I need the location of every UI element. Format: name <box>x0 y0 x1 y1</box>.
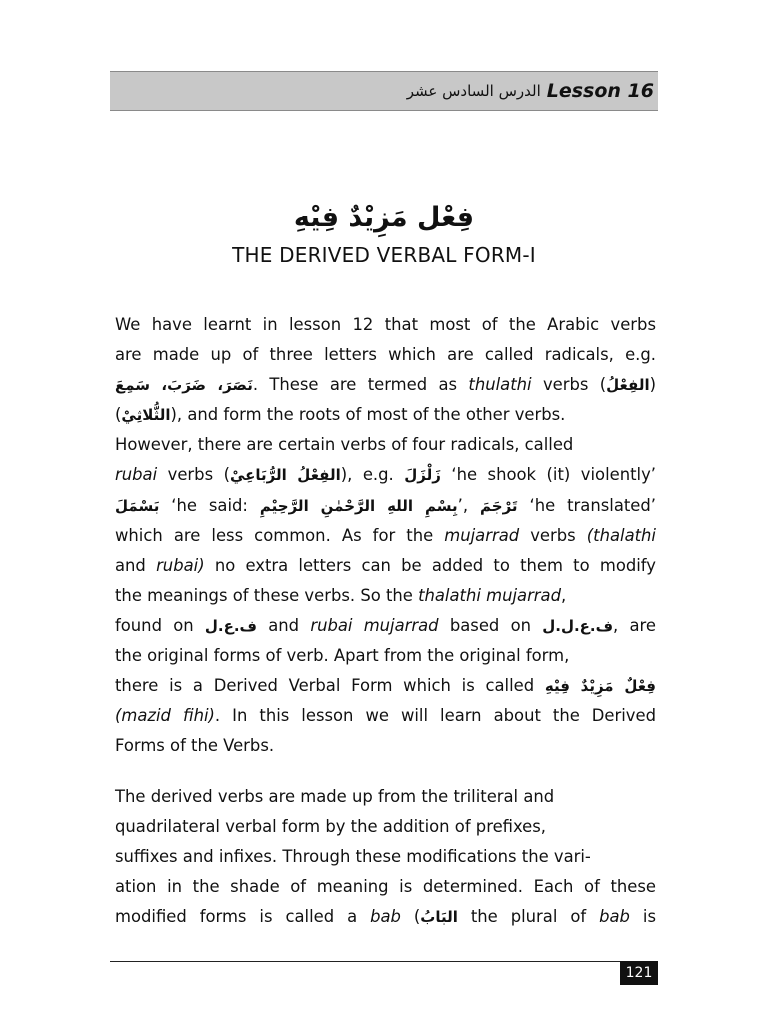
text-segment: modified forms is called a <box>115 907 371 927</box>
text-segment: ), e.g. <box>340 465 405 485</box>
text-segment: no extra letters can be added to them to modify <box>204 555 656 575</box>
text-segment: verbs <box>519 525 587 545</box>
text-segment: verbs ( <box>531 375 607 395</box>
text-line <box>115 701 656 731</box>
text-line <box>115 430 656 460</box>
text-segment: verbs ( <box>157 465 230 485</box>
text-segment: . These are termed as <box>252 375 469 395</box>
text-segment: ), and form the roots of most of the other verbs. <box>170 405 566 425</box>
text-line <box>115 551 656 581</box>
arabic-term: بِسْمِ اللهِ الرَّحْمٰنِ الرَّحِيْمِ <box>259 496 458 515</box>
text-segment: ‘he said: <box>159 495 260 515</box>
text-segment: ( <box>400 907 421 927</box>
text-segment <box>115 521 656 551</box>
arabic-term: الفِعْلُ الرُّبَاعِيْ <box>230 466 341 485</box>
arabic-term: فِعْلٌ مَزِيْدٌ فِيْهِ <box>544 677 657 696</box>
text-segment: Forms of the Verbs. <box>115 736 275 756</box>
arabic-term: تَرْجَمَ <box>480 496 518 515</box>
paragraph-2 <box>115 782 656 932</box>
text-segment: , <box>561 585 567 605</box>
text-segment: found on <box>115 615 205 635</box>
text-segment: ’, <box>457 495 481 515</box>
text-line <box>115 370 656 400</box>
paragraph-1 <box>115 310 656 761</box>
text-segment: there is a Derived Verbal Form which is called <box>115 676 545 696</box>
text-line <box>115 671 656 701</box>
text-segment: the meanings of these verbs. So the <box>115 585 419 605</box>
text-segment: ation in the shade of meaning is determined. Each of these <box>115 877 656 897</box>
text-segment: suffixes and infixes. Through these modifications the vari- <box>115 847 591 867</box>
italic-term: bab <box>370 907 401 927</box>
text-line <box>115 731 656 761</box>
arabic-chapter-title: فِعْل مَزِيْدٌ فِيْهِ <box>293 202 475 233</box>
text-line <box>115 521 656 551</box>
text-segment <box>115 460 656 490</box>
text-segment: the original forms of verb. Apart from the original form, <box>115 646 570 666</box>
running-header <box>110 71 658 111</box>
page-number: 121 <box>620 961 658 985</box>
italic-term: thalathi mujarrad <box>418 585 561 605</box>
text-segment: However, there are certain verbs of four radicals, called <box>115 435 574 455</box>
text-line <box>115 812 656 842</box>
text-segment: ( <box>115 405 122 425</box>
arabic-term: ف.ع.ل <box>204 616 257 635</box>
text-segment: ‘he translated’ <box>517 495 656 515</box>
text-line <box>115 611 656 641</box>
text-segment: , are <box>613 615 656 635</box>
text-segment: and <box>115 555 157 575</box>
text-segment: which are less common. As for the <box>115 525 445 545</box>
arabic-term: نَصَرَ، ضَرَبَ، سَمِعَ <box>115 376 253 395</box>
arabic-term: الفِعْلُ <box>606 376 650 395</box>
text-segment: . In this lesson we will learn about the Derived <box>214 706 656 726</box>
text-segment: and <box>256 615 311 635</box>
italic-term: (thalathi <box>586 525 656 545</box>
text-line <box>115 581 656 611</box>
text-segment: based on <box>438 615 543 635</box>
text-segment <box>115 671 656 701</box>
text-line <box>115 400 656 430</box>
text-line <box>115 491 656 521</box>
text-segment: is <box>629 907 656 927</box>
text-segment <box>115 701 656 731</box>
english-chapter-title: THE DERIVED VERBAL FORM-I <box>232 243 536 267</box>
arabic-term: ف.ع.ل.ل <box>542 616 614 635</box>
text-segment: ) <box>649 375 657 395</box>
arabic-term: بَسْمَلَ <box>115 496 160 515</box>
text-segment: are made up of three letters which are called radicals, e.g. <box>115 345 656 365</box>
arabic-term: زَلْزَلَ <box>404 466 441 485</box>
text-segment: quadrilateral verbal form by the addition of prefixes, <box>115 817 547 837</box>
text-segment <box>115 400 565 430</box>
text-line <box>115 641 656 671</box>
text-segment <box>115 491 656 521</box>
italic-term: bab <box>599 907 630 927</box>
text-segment <box>115 611 656 641</box>
italic-term: rubai) <box>156 555 205 575</box>
arabic-term: البَابُ <box>420 908 458 927</box>
header-lesson-label: Lesson 16 <box>546 80 654 102</box>
text-segment: The derived verbs are made up from the triliteral and <box>115 787 555 806</box>
text-segment <box>115 370 656 400</box>
text-line <box>115 460 656 490</box>
text-segment <box>115 551 656 581</box>
header-arabic-title: الدرس السادس عشر <box>406 82 541 100</box>
italic-term: rubai mujarrad <box>310 615 439 635</box>
text-segment: We have learnt in lesson 12 that most of the Arabic verbs <box>115 315 656 334</box>
text-line <box>115 340 656 370</box>
italic-term: rubai <box>115 465 158 485</box>
text-line <box>115 310 656 340</box>
arabic-term: الثُّلاثِيْ <box>121 406 171 425</box>
italic-term: (mazid fihi) <box>115 706 215 726</box>
text-segment <box>115 902 656 932</box>
text-line <box>115 872 656 902</box>
footer-divider <box>110 961 620 962</box>
text-line <box>115 842 656 872</box>
text-line <box>115 782 656 812</box>
text-segment: the plural of <box>457 907 600 927</box>
italic-term: thulathi <box>468 375 532 395</box>
text-segment: ‘he shook (it) violently’ <box>440 465 656 485</box>
text-line <box>115 902 656 932</box>
text-segment <box>115 581 566 611</box>
italic-term: mujarrad <box>444 525 520 545</box>
